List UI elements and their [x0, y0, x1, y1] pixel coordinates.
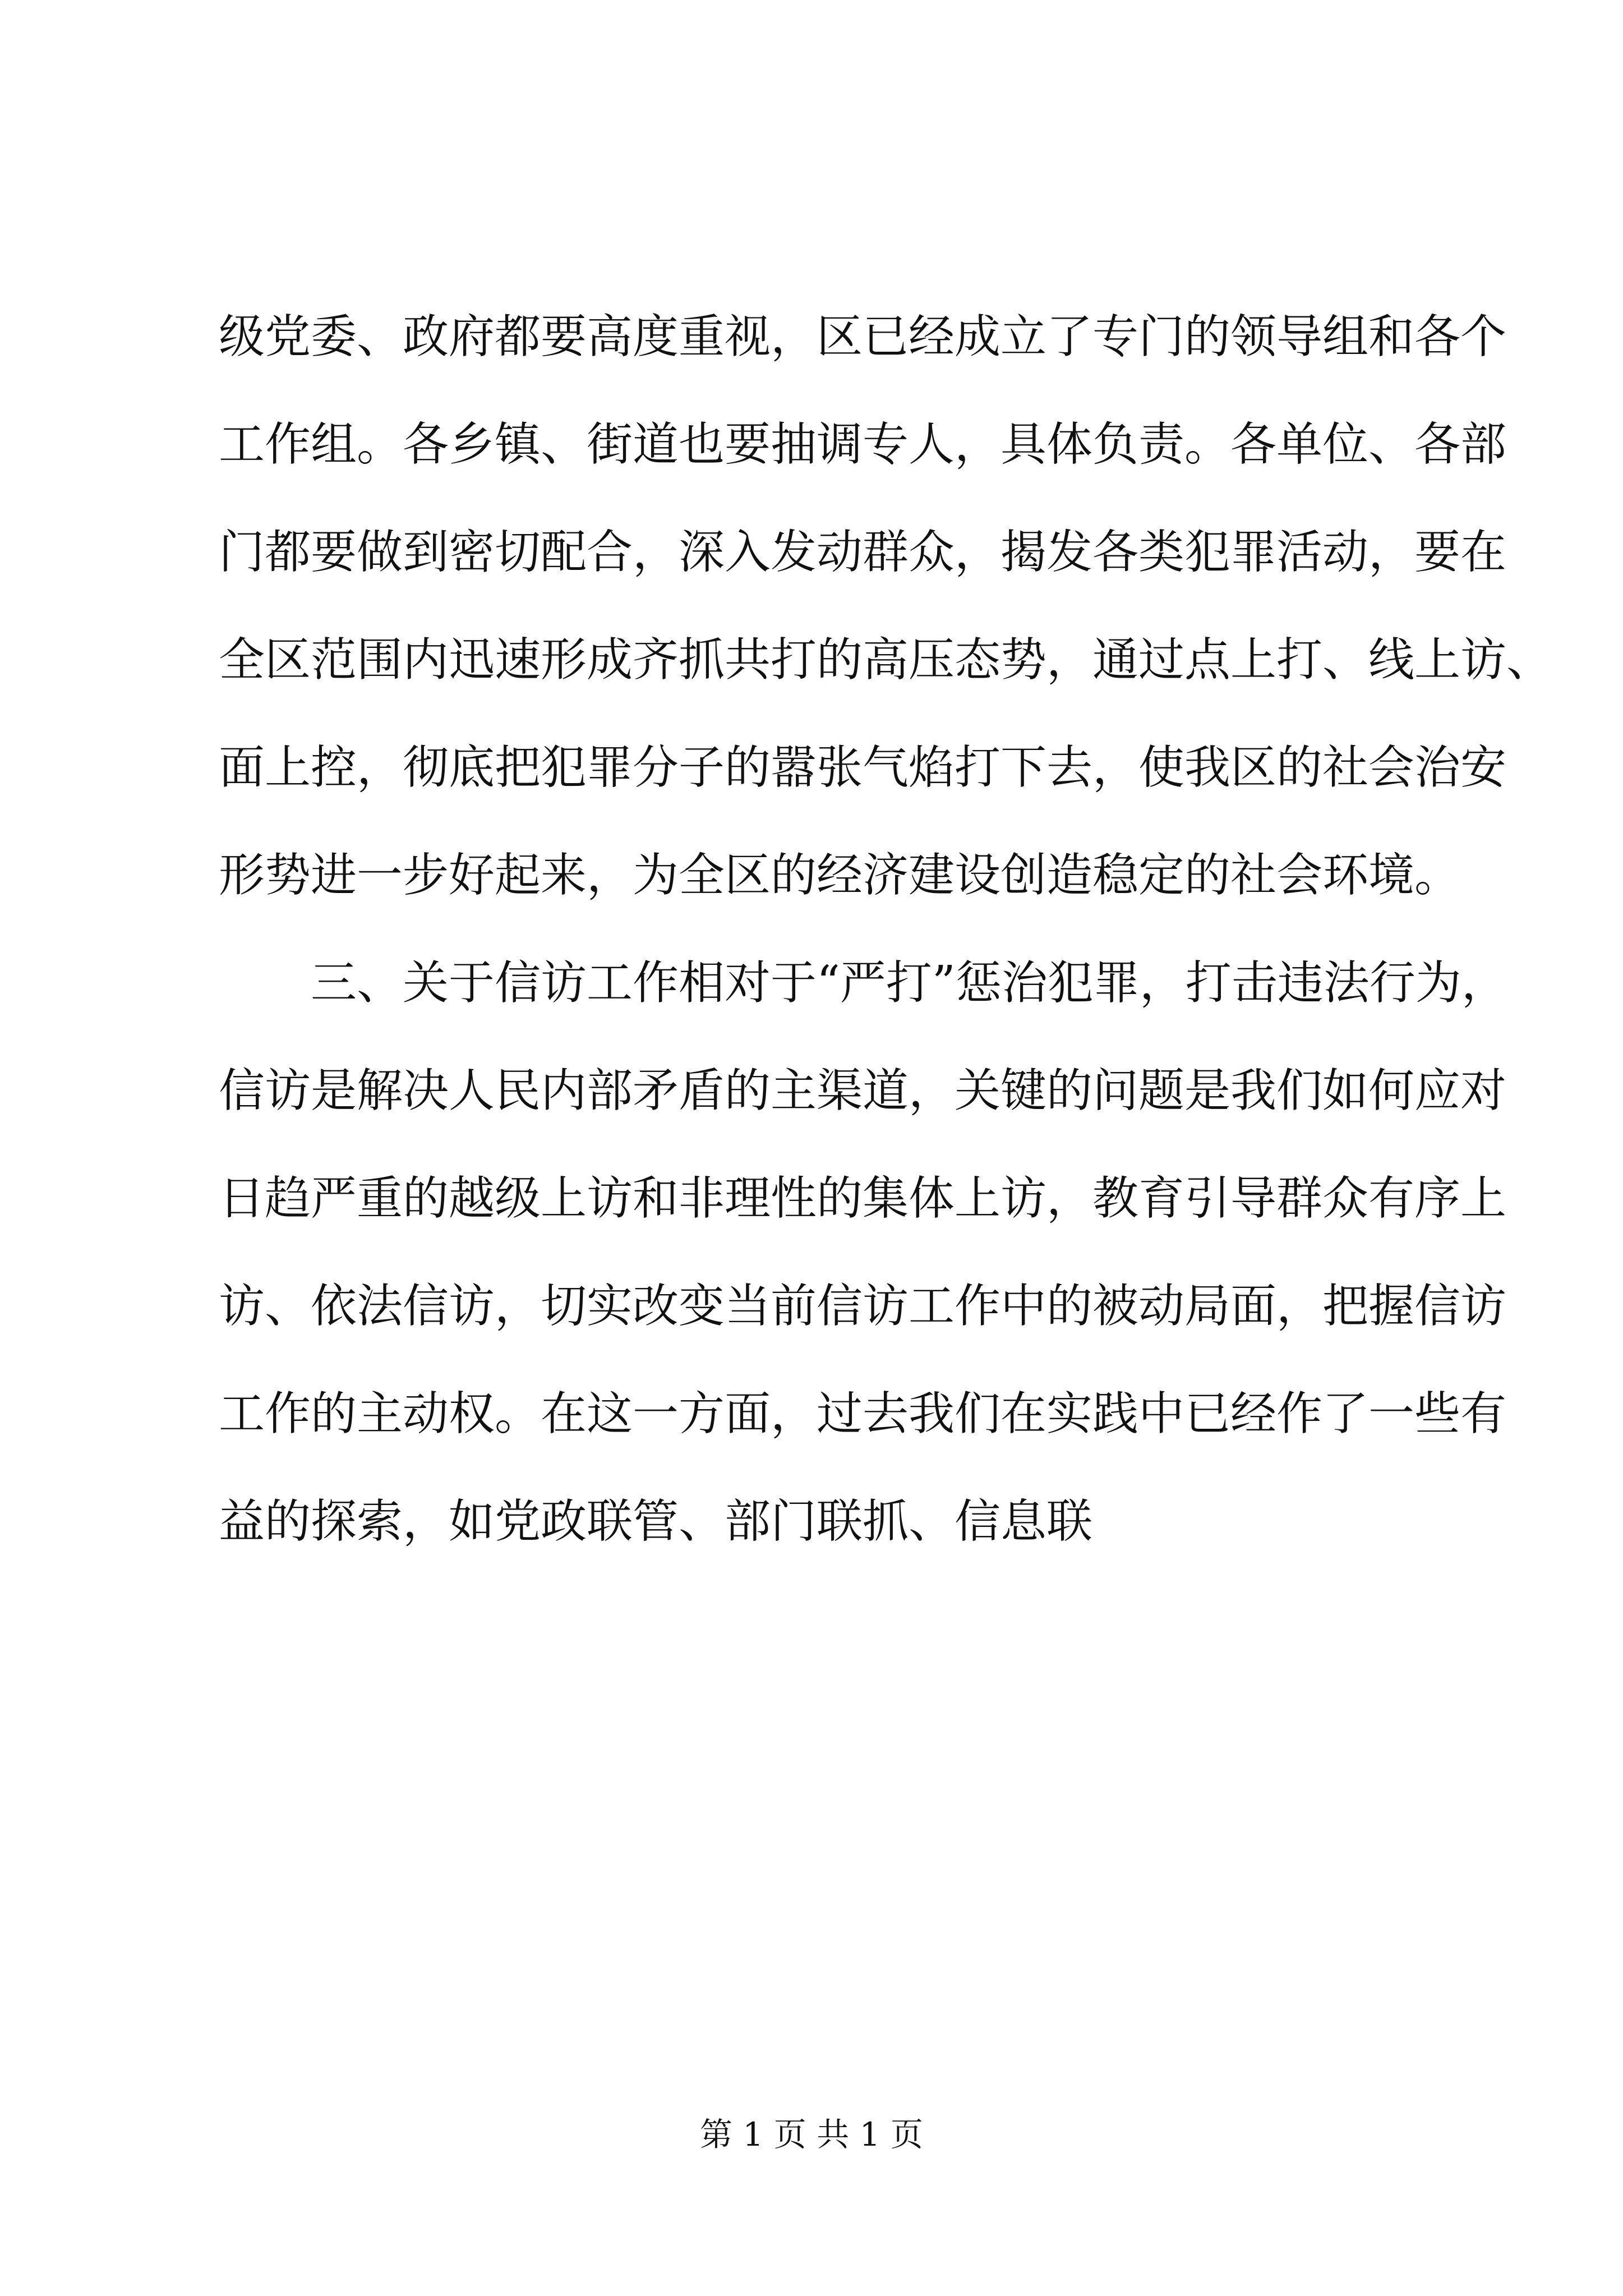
text-line: 信访是解决人民内部矛盾的主渠道，关键的问题是我们如何应对 — [219, 1064, 1507, 1117]
text-line: 工作的主动权。在这一方面，过去我们在实践中已经作了一些有 — [219, 1387, 1507, 1441]
text-line: 面上控，彻底把犯罪分子的嚣张气焰打下去，使我区的社会治安 — [219, 741, 1507, 794]
text-line: 全区范围内迅速形成齐抓共打的高压态势，通过点上打、线上访、 — [219, 633, 1553, 687]
text-line: 三、关于信访工作相对于“严打”惩治犯罪，打击违法行为， — [219, 956, 1507, 1010]
text-line: 访、依法信访，切实改变当前信访工作中的被动局面，把握信访 — [219, 1280, 1507, 1333]
page-footer — [0, 2112, 1623, 2157]
text-line: 日趋严重的越级上访和非理性的集体上访，教育引导群众有序上 — [219, 1172, 1507, 1225]
text-line: 工作组。各乡镇、街道也要抽调专人，具体负责。各单位、各部 — [219, 418, 1507, 471]
page-number: 第 1 页 共 1 页 — [700, 2115, 923, 2154]
text-line: 益的探索，如党政联管、部门联抓、信息联 — [219, 1495, 1093, 1548]
text-line: 级党委、政府都要高度重视，区已经成立了专门的领导组和各个 — [219, 310, 1507, 364]
text-line: 门都要做到密切配合，深入发动群众，揭发各类犯罪活动，要在 — [219, 526, 1507, 579]
text-line: 形势进一步好起来，为全区的经济建设创造稳定的社会环境。 — [219, 849, 1461, 902]
body-text — [219, 283, 1553, 1576]
